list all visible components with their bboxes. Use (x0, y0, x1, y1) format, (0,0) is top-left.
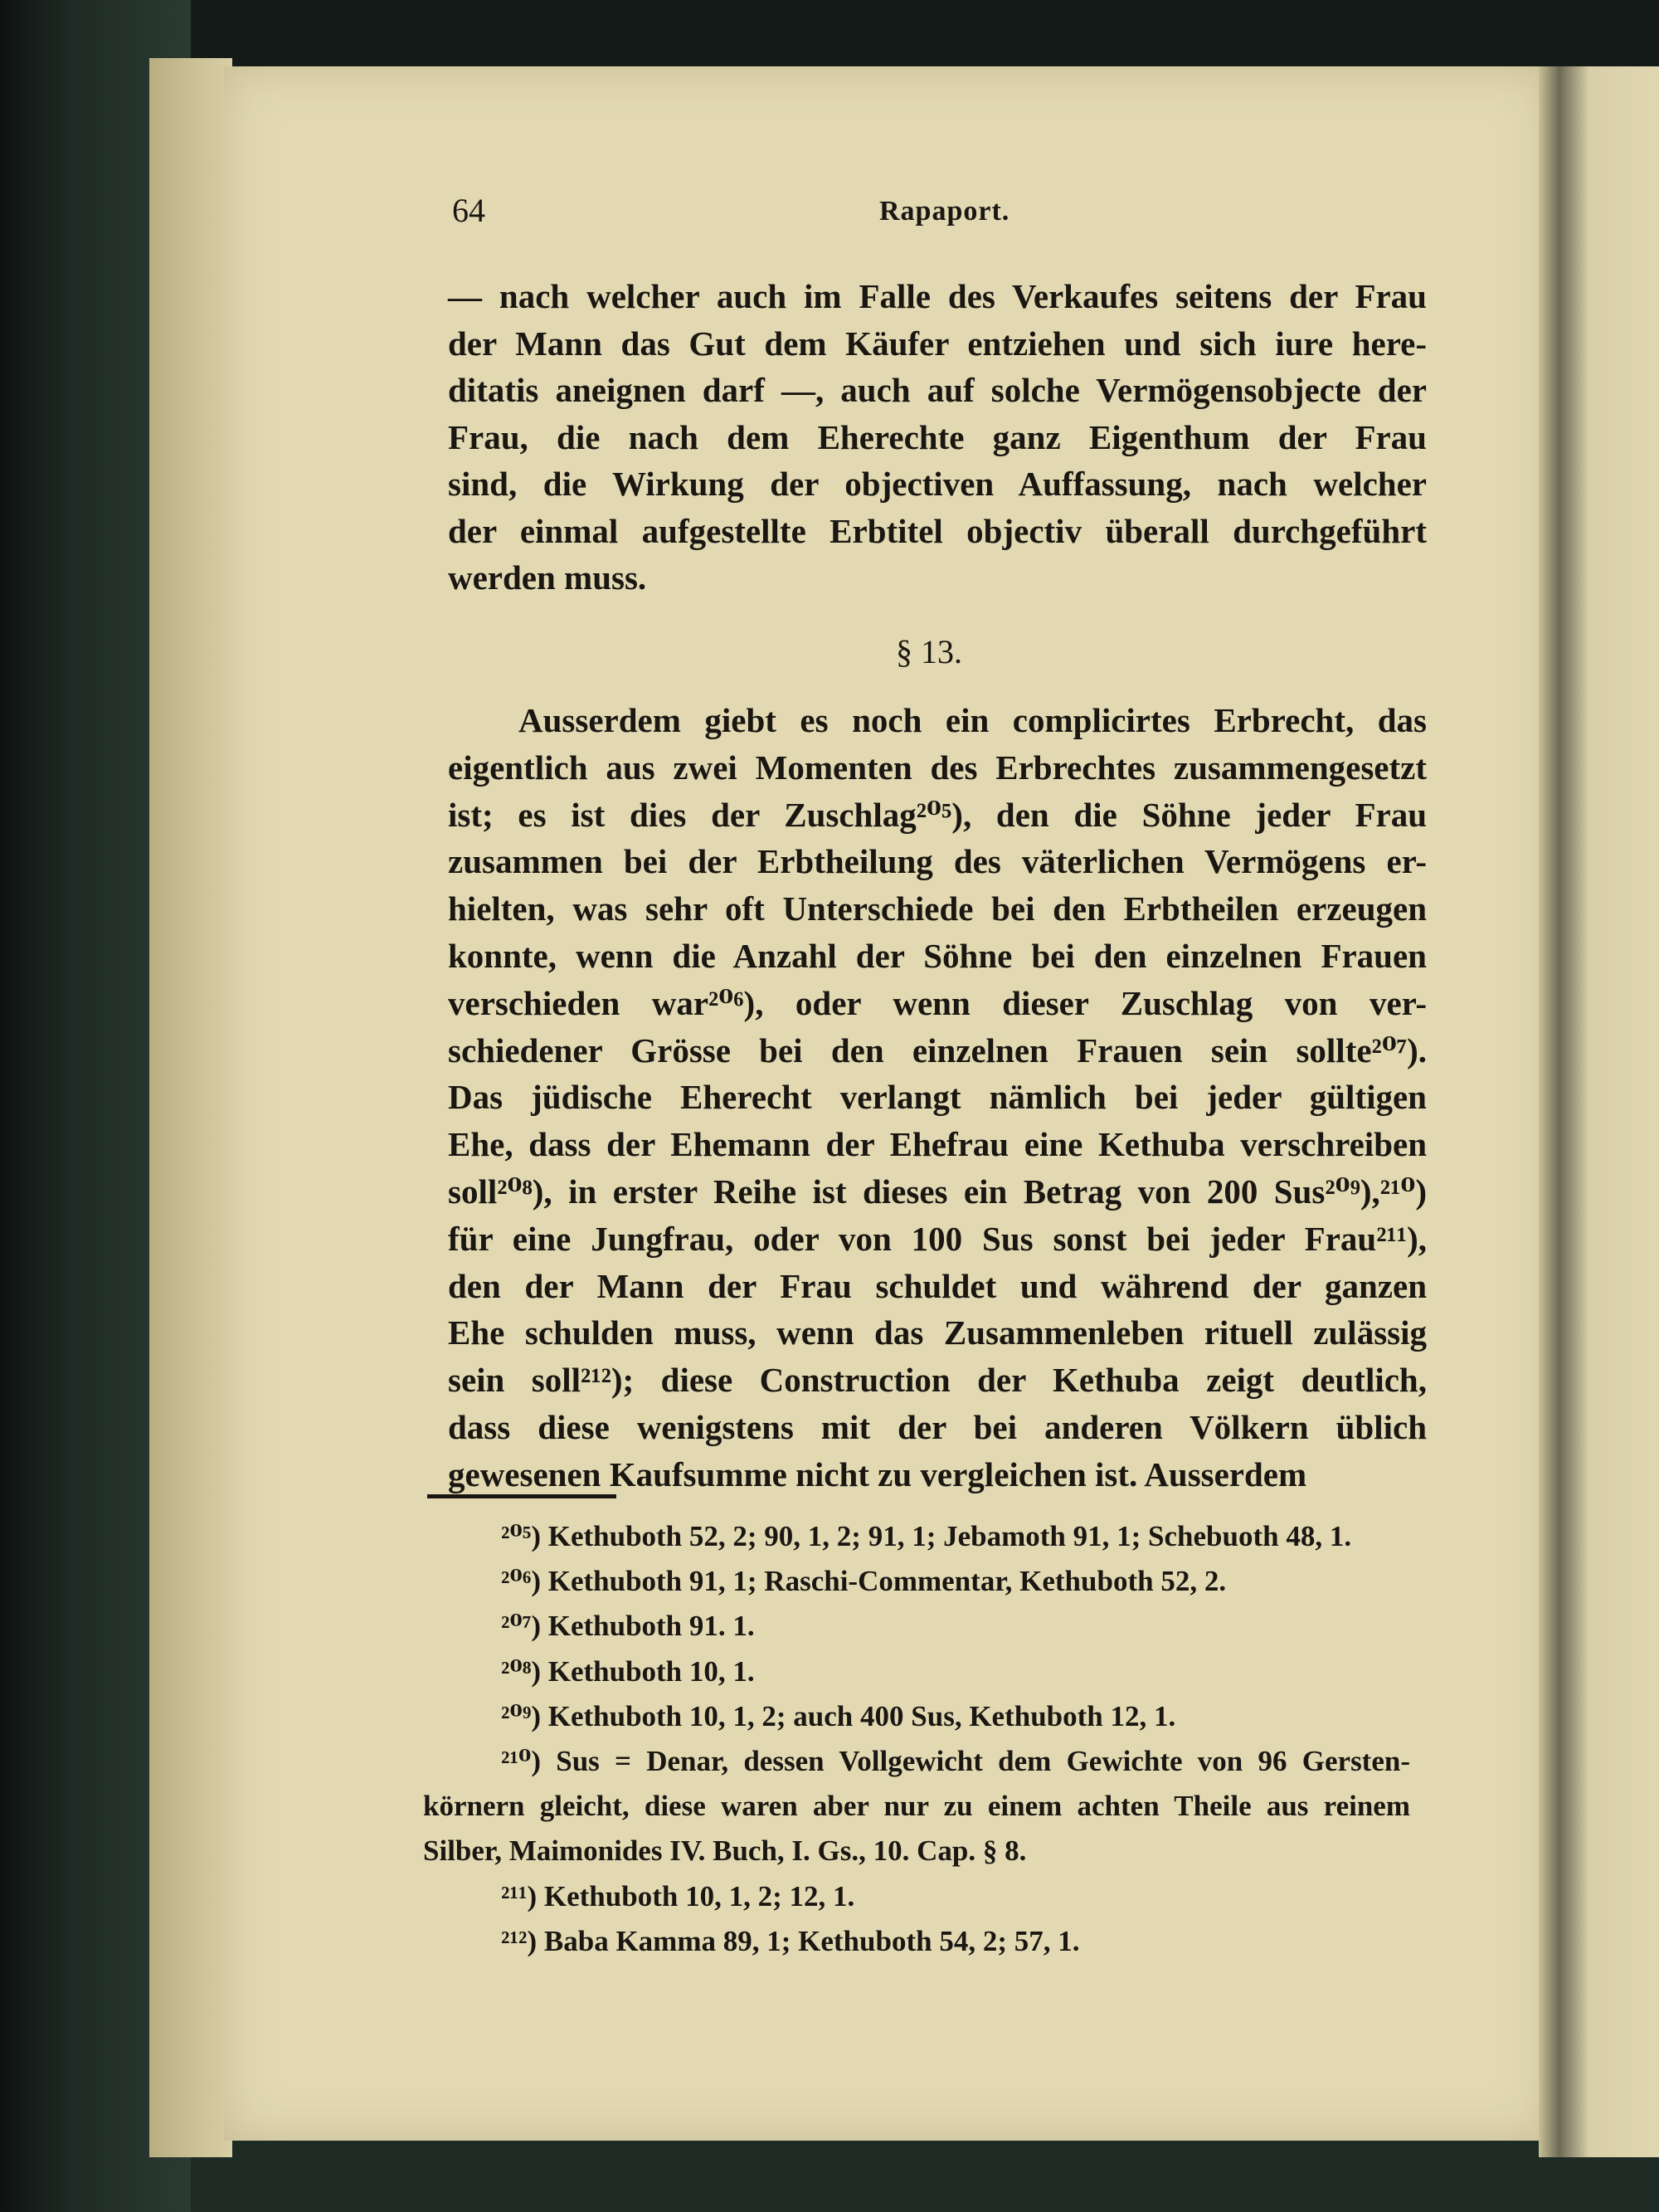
text-line: Ehe, dass der Ehemann der Ehefrau eine Kethuba verschreiben (448, 1125, 1427, 1164)
text-line: zusammen bei der Erbtheilung des väterlichen Vermögens er- (448, 842, 1427, 881)
footnote: Silber, Maimonides IV. Buch, I. Gs., 10. Cap. § 8. (423, 1834, 1027, 1868)
text-line: soll²⁰⁸), in erster Reihe ist dieses ein Betrag von 200 Sus²⁰⁹),²¹⁰) (448, 1172, 1427, 1211)
text-line: ist; es ist dies der Zuschlag²⁰⁵), den die Söhne jeder Frau (448, 795, 1427, 834)
text-line: sind, die Wirkung der objectiven Auffassung, nach welcher (448, 465, 1427, 503)
footnote: ²⁰⁸) Kethuboth 10, 1. (501, 1654, 755, 1688)
text-line: der Mann das Gut dem Käufer entziehen und sich iure here- (448, 324, 1427, 363)
footnote: ²¹²) Baba Kamma 89, 1; Kethuboth 54, 2; 57, 1. (501, 1924, 1080, 1957)
text-line: für eine Jungfrau, oder von 100 Sus sonst bei jeder Frau²¹¹), (448, 1219, 1427, 1258)
book-cover-top (0, 0, 1659, 75)
text-line: Das jüdische Eherecht verlangt nämlich bei jeder gültigen (448, 1078, 1427, 1117)
text-line: Ausserdem giebt es noch ein complicirtes Erbrecht, das (518, 701, 1427, 739)
footnote: körnern gleicht, diese waren aber nur zu einem achten Theile aus reinem (423, 1790, 1410, 1823)
text-line: gewesenen Kaufsumme nicht zu vergleichen ist. Ausserdem (448, 1454, 1307, 1493)
footnote: ²⁰⁹) Kethuboth 10, 1, 2; auch 400 Sus, Kethuboth 12, 1. (501, 1699, 1176, 1732)
facing-page-edge (1559, 66, 1659, 2157)
text-line: der einmal aufgestellte Erbtitel objectiv überall durchgeführt (448, 511, 1427, 550)
footnote: ²¹¹) Kethuboth 10, 1, 2; 12, 1. (501, 1879, 855, 1912)
text-line: werden muss. (448, 558, 647, 597)
text-line: — nach welcher auch im Falle des Verkaufes seitens der Frau (448, 277, 1427, 315)
footnote: ²⁰⁶) Kethuboth 91, 1; Raschi-Commentar, Kethuboth 52, 2. (501, 1565, 1227, 1598)
text-line: schiedener Grösse bei den einzelnen Frauen sein sollte²⁰⁷). (448, 1030, 1427, 1069)
footnote: ²¹⁰) Sus = Denar, dessen Vollgewicht dem Gewichte von 96 Gersten- (501, 1745, 1410, 1777)
text-line: sein soll²¹²); diese Construction der Kethuba zeigt deutlich, (448, 1361, 1427, 1400)
text-line: Frau, die nach dem Eherechte ganz Eigenthum der Frau (448, 417, 1427, 456)
text-line: konnte, wenn die Anzahl der Söhne bei den einzelnen Frauen (448, 937, 1427, 975)
text-line: Ehe schulden muss, wenn das Zusammenleben rituell zulässig (448, 1313, 1427, 1352)
text-line: hielten, was sehr oft Unterschiede bei den Erbtheilen erzeugen (448, 889, 1427, 928)
section-heading: § 13. (896, 633, 962, 670)
footnote-rule (427, 1494, 616, 1498)
footnote: ²⁰⁷) Kethuboth 91. 1. (501, 1610, 755, 1643)
text-line: dass diese wenigstens mit der bei anderen Völkern üblich (448, 1408, 1427, 1446)
footnote: ²⁰⁵) Kethuboth 52, 2; 90, 1, 2; 91, 1; Jebamoth 91, 1; Schebuoth 48, 1. (501, 1520, 1352, 1552)
page-edges (149, 58, 232, 2157)
text-line: eigentlich aus zwei Momenten des Erbrechtes zusammengesetzt (448, 748, 1427, 787)
text-line: verschieden war²⁰⁶), oder wenn dieser Zuschlag von ver- (448, 983, 1427, 1022)
running-title: Rapaport. (879, 196, 1010, 227)
text-line: ditatis aneignen darf —, auch auf solche Vermögensobjecte der (448, 371, 1427, 409)
text-line: den der Mann der Frau schuldet und während der ganzen (448, 1266, 1427, 1305)
page-number: 64 (452, 192, 485, 229)
